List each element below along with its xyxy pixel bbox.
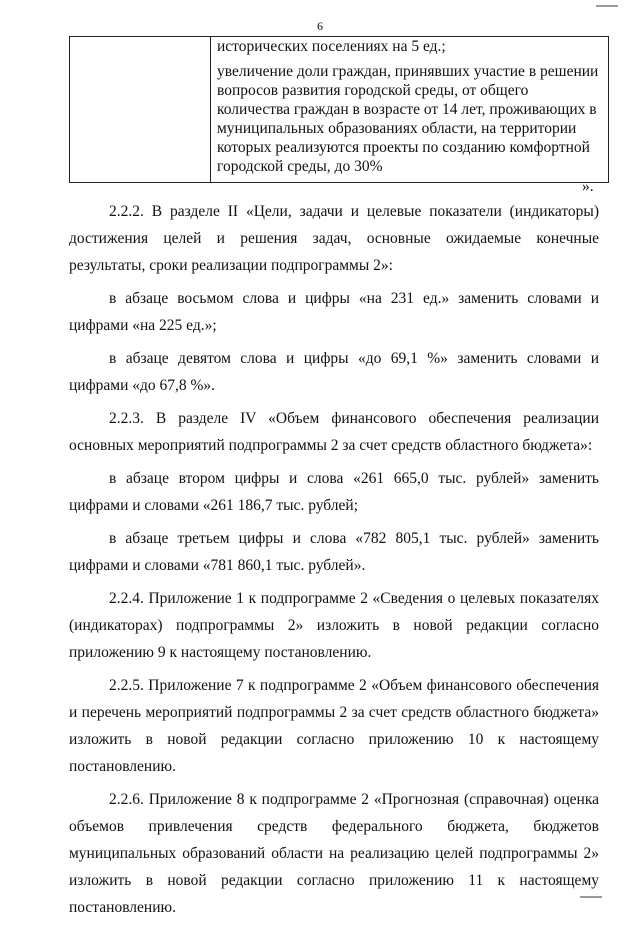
- scan-corner-mark: [580, 896, 602, 898]
- table-cell-line: увеличение доли граждан, принявших участие в решении вопросов развития городской среды, от общего количества граждан в возрасте от 14 лет, проживающих в муниципальных образованиях области, на территории которых реализуются проекты по созданию комфортной городской среды, до 30%: [217, 63, 599, 175]
- paragraph-2-2-2: 2.2.2. В разделе II «Цели, задачи и целевые показатели (индикаторы) достижения целей и решения задач, основные ожидаемые конечные результаты, сроки реализации подпрограммы 2»:: [69, 203, 599, 274]
- indicator-table-fragment: [69, 36, 609, 183]
- paragraph-2-2-6: 2.2.6. Приложение 8 к подпрограмме 2 «Прогнозная (справочная) оценка объемов привлечения средств федерального бюджета, бюджетов муниципальных образований области на реализацию целей подпрограммы 2» изложить в новой редакции согласно приложению 11 к настоящему постановлению.: [69, 791, 599, 916]
- table-cell-left-empty: [70, 37, 211, 183]
- paragraph-2-2-4: 2.2.4. Приложение 1 к подпрограмме 2 «Сведения о целевых показателях (индикаторах) подпрограммы 2» изложить в новой редакции согласно приложению 9 к настоящему постановлению.: [69, 590, 599, 661]
- table-cell-line: исторических поселениях на 5 ед.;: [217, 38, 446, 55]
- table-closing-quote: ».: [582, 178, 594, 195]
- document-body: [69, 198, 599, 927]
- paragraph-abzac-2: в абзаце втором цифры и слова «261 665,0 тыс. рублей» заменить цифрами и словами «261 186,7 тыс. рублей;: [69, 470, 599, 514]
- table-row: [70, 37, 609, 183]
- table-cell-right: [211, 37, 609, 183]
- paragraph-abzac-3: в абзаце третьем цифры и слова «782 805,1 тыс. рублей» заменить цифрами и словами «781 860,1 тыс. рублей».: [69, 530, 599, 574]
- paragraph-2-2-5: 2.2.5. Приложение 7 к подпрограмме 2 «Объем финансового обеспечения и перечень мероприятий подпрограммы 2 за счет средств областного бюджета» изложить в новой редакции согласно приложению 10 к настоящему постановлению.: [69, 677, 599, 775]
- paragraph-abzac-9: в абзаце девятом слова и цифры «до 69,1 %» заменить словами и цифрами «до 67,8 %».: [69, 350, 599, 394]
- scan-corner-mark: [596, 5, 618, 7]
- page-number: 6: [317, 19, 323, 33]
- paragraph-abzac-8: в абзаце восьмом слова и цифры «на 231 ед.» заменить словами и цифрами «на 225 ед.»;: [69, 290, 599, 334]
- paragraph-2-2-3: 2.2.3. В разделе IV «Объем финансового обеспечения реализации основных мероприятий подпрограммы 2 за счет средств областного бюджета»:: [69, 410, 599, 454]
